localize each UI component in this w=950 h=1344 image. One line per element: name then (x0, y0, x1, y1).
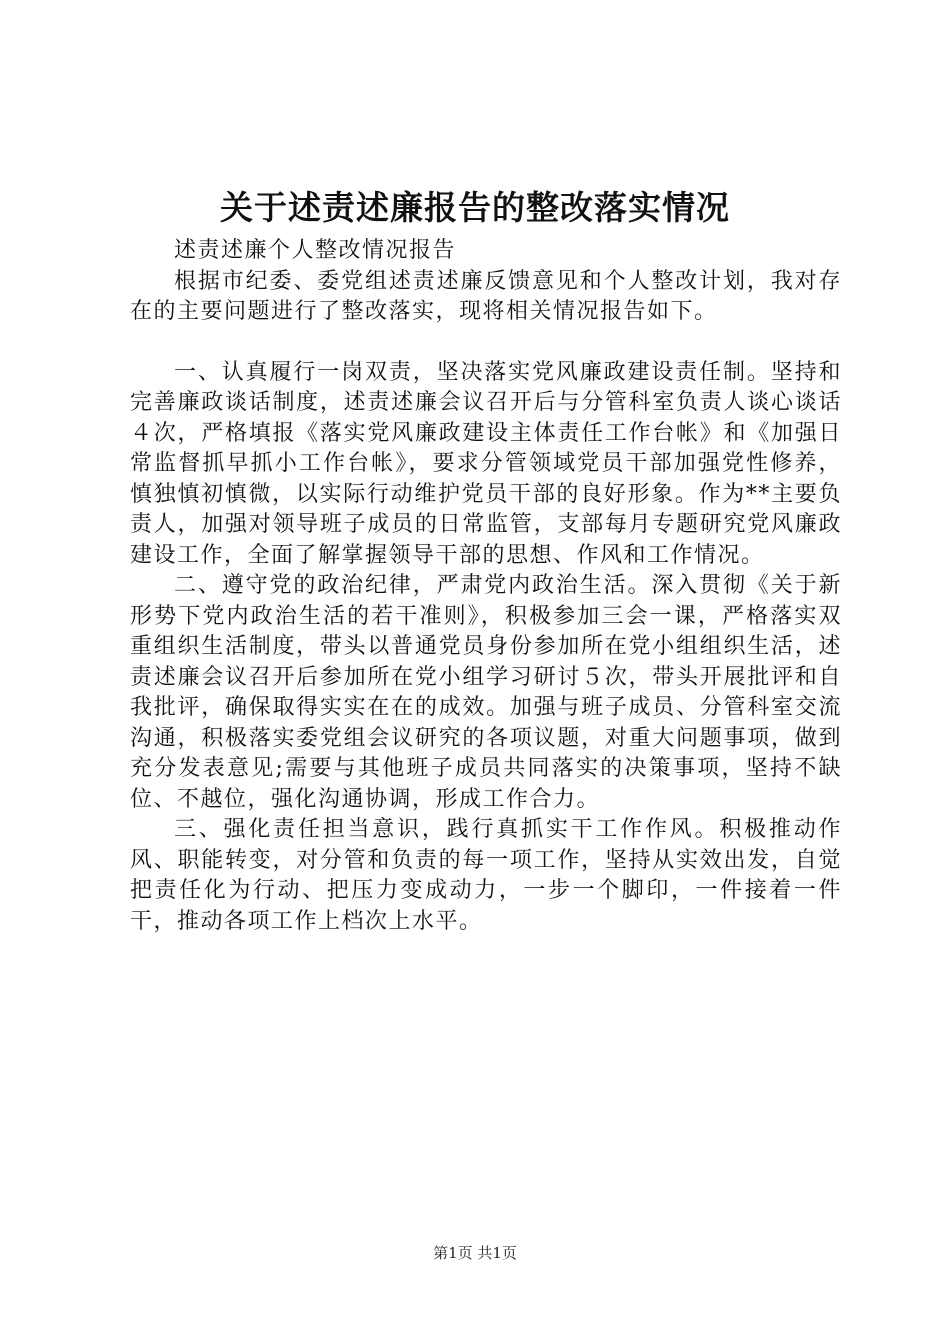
section-one-paragraph: 一、认真履行一岗双责，坚决落实党风廉政建设责任制。坚持和完善廉政谈话制度，述责述廉会议召开后与分管科室负责人谈心谈话４次，严格填报《落实党风廉政建设主体责任工作台帐》和《加强日常监督抓早抓小工作台帐》，要求分管领域党员干部加强党性修养，慎独慎初慎微，以实际行动维护党员干部的良好形象。作为**主要负责人，加强对领导班子成员的日常监管，支部每月专题研究党风廉政建设工作，全面了解掌握领导干部的思想、作风和工作情况。 (130, 359, 842, 568)
report-subtitle: 述责述廉个人整改情况报告 (174, 238, 457, 263)
section-three-paragraph: 三、强化责任担当意识，践行真抓实干工作作风。积极推动作风、职能转变，对分管和负责的每一项工作，坚持从实效出发，自觉把责任化为行动、把压力变成动力，一步一个脚印，一件接着一件干，推动各项工作上档次上水平。 (130, 817, 842, 934)
document-body (130, 236, 842, 937)
intro-paragraph: 根据市纪委、委党组述责述廉反馈意见和个人整改计划，我对存在的主要问题进行了整改落实，现将相关情况报告如下。 (130, 268, 842, 324)
document-title: 关于述责述廉报告的整改落实情况 (220, 188, 730, 227)
section-two-paragraph: 二、遵守党的政治纪律，严肃党内政治生活。深入贯彻《关于新形势下党内政治生活的若干准则》，积极参加三会一课，严格落实双重组织生活制度，带头以普通党员身份参加所在党小组组织生活，述责述廉会议召开后参加所在党小组学习研讨５次，带头开展批评和自我批评，确保取得实实在在的成效。加强与班子成员、分管科室交流沟通，积极落实委党组会议研究的各项议题，对重大问题事项，做到充分发表意见;需要与其他班子成员共同落实的决策事项，坚持不缺位、不越位，强化沟通协调，形成工作合力。 (130, 573, 842, 812)
page-number: 第1页 共1页 (433, 1244, 517, 1262)
